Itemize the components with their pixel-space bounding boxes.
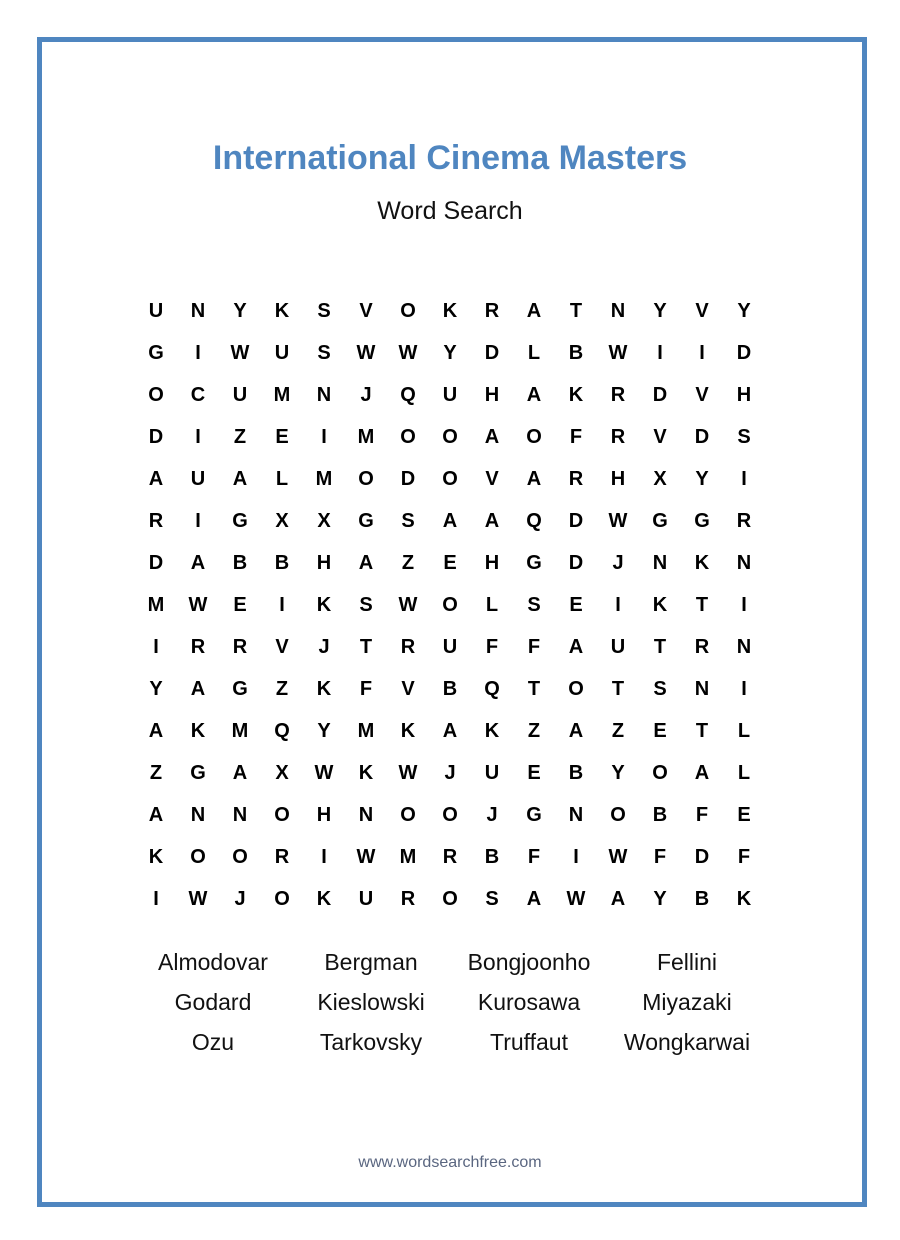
grid-cell: N — [190, 299, 206, 322]
grid-cell: L — [275, 467, 289, 490]
grid-cell: F — [485, 635, 499, 658]
grid-cell: Q — [274, 719, 290, 742]
grid-cell: R — [610, 425, 626, 448]
grid-cell: R — [400, 887, 416, 910]
grid-cell: T — [569, 299, 583, 322]
grid-cell: R — [148, 509, 164, 532]
grid-cell: S — [359, 593, 373, 616]
grid-cell: U — [148, 299, 164, 322]
grid-cell: N — [316, 383, 332, 406]
grid-cell: V — [695, 383, 709, 406]
grid-cell: N — [232, 803, 248, 826]
grid-cell: F — [527, 845, 541, 868]
grid-cell: W — [608, 845, 628, 868]
grid-cell: M — [231, 719, 249, 742]
grid-cell: A — [484, 509, 500, 532]
grid-cell: D — [148, 425, 164, 448]
grid-cell: K — [148, 845, 164, 868]
grid-cell: D — [148, 551, 164, 574]
grid-cell: E — [527, 761, 541, 784]
grid-cell: O — [442, 467, 458, 490]
grid-cell: W — [188, 593, 208, 616]
grid-cell: N — [568, 803, 584, 826]
word-list-item: Truffaut — [490, 1029, 568, 1055]
grid-cell: M — [315, 467, 333, 490]
grid-cell: W — [356, 341, 376, 364]
grid-cell: R — [442, 845, 458, 868]
grid-cell: O — [442, 593, 458, 616]
grid-cell: O — [148, 383, 164, 406]
grid-cell: J — [234, 887, 246, 910]
grid-cell: Z — [275, 677, 289, 700]
grid-cell: A — [148, 719, 164, 742]
grid-cell: G — [526, 551, 542, 574]
grid-cell: S — [527, 593, 541, 616]
letter-grid — [135, 290, 765, 920]
grid-cell: W — [398, 593, 418, 616]
grid-cell: H — [316, 803, 332, 826]
grid-cell: R — [568, 467, 584, 490]
grid-cell: I — [573, 845, 579, 868]
grid-cell: G — [652, 509, 668, 532]
grid-cell: F — [359, 677, 373, 700]
grid-cell: U — [358, 887, 374, 910]
grid-cell: V — [485, 467, 499, 490]
grid-cell: K — [316, 887, 332, 910]
grid-cell: O — [274, 887, 290, 910]
grid-cell: U — [442, 635, 458, 658]
grid-cell: Z — [527, 719, 541, 742]
grid-cell: A — [610, 887, 626, 910]
grid-cell: U — [484, 761, 500, 784]
grid-cell: S — [401, 509, 415, 532]
grid-cell: A — [526, 887, 542, 910]
grid-cell: A — [442, 509, 458, 532]
grid-cell: U — [610, 635, 626, 658]
grid-cell: O — [526, 425, 542, 448]
grid-cell: Q — [484, 677, 500, 700]
grid-cell: U — [190, 467, 206, 490]
grid-cell: W — [398, 341, 418, 364]
word-list-item: Wongkarwai — [623, 1029, 751, 1055]
grid-cell: H — [484, 383, 500, 406]
grid-cell: I — [657, 341, 663, 364]
grid-cell: N — [610, 299, 626, 322]
grid-cell: A — [190, 677, 206, 700]
grid-cell: D — [694, 845, 710, 868]
grid-cell: O — [442, 803, 458, 826]
grid-cell: Y — [611, 761, 625, 784]
grid-cell: H — [736, 383, 752, 406]
grid-cell: R — [736, 509, 752, 532]
grid-cell: Z — [233, 425, 247, 448]
grid-cell: A — [148, 803, 164, 826]
word-list-item: Kurosawa — [477, 989, 581, 1015]
grid-cell: K — [694, 551, 710, 574]
grid-cell: E — [569, 593, 583, 616]
grid-cell: B — [232, 551, 248, 574]
grid-cell: Q — [526, 509, 542, 532]
grid-cell: E — [275, 425, 289, 448]
grid-cell: S — [317, 299, 331, 322]
grid-cell: S — [737, 425, 751, 448]
grid-cell: W — [188, 887, 208, 910]
grid-cell: W — [608, 509, 628, 532]
grid-cell: O — [358, 467, 374, 490]
grid-cell: K — [442, 299, 458, 322]
grid-cell: L — [485, 593, 499, 616]
word-list-item: Bergman — [324, 949, 418, 975]
grid-cell: H — [610, 467, 626, 490]
grid-cell: J — [486, 803, 498, 826]
grid-cell: F — [527, 635, 541, 658]
grid-cell: Z — [401, 551, 415, 574]
grid-cell: G — [526, 803, 542, 826]
grid-cell: B — [442, 677, 458, 700]
grid-cell: O — [400, 425, 416, 448]
grid-cell: O — [190, 845, 206, 868]
grid-cell: R — [610, 383, 626, 406]
grid-cell: L — [527, 341, 541, 364]
grid-cell: D — [484, 341, 500, 364]
grid-cell: A — [148, 467, 164, 490]
grid-cell: K — [274, 299, 290, 322]
grid-cell: O — [568, 677, 584, 700]
grid-cell: Z — [611, 719, 625, 742]
grid-cell: Y — [653, 299, 667, 322]
grid-cell: K — [358, 761, 374, 784]
grid-cell: O — [232, 845, 248, 868]
word-list-item: Fellini — [656, 949, 718, 975]
grid-cell: B — [568, 341, 584, 364]
grid-cell: R — [274, 845, 290, 868]
word-list-item: Bongjoonho — [467, 949, 591, 975]
grid-cell: C — [190, 383, 206, 406]
grid-cell: V — [275, 635, 289, 658]
word-list-item: Miyazaki — [642, 989, 732, 1015]
grid-cell: J — [444, 761, 456, 784]
grid-cell: M — [273, 383, 291, 406]
grid-cell: G — [232, 509, 248, 532]
grid-cell: O — [442, 425, 458, 448]
grid-cell: N — [190, 803, 206, 826]
grid-cell: A — [526, 467, 542, 490]
grid-cell: V — [401, 677, 415, 700]
grid-cell: N — [736, 551, 752, 574]
grid-cell: D — [400, 467, 416, 490]
grid-cell: W — [398, 761, 418, 784]
grid-cell: I — [153, 635, 159, 658]
grid-cell: D — [652, 383, 668, 406]
grid-cell: L — [737, 719, 751, 742]
grid-cell: R — [400, 635, 416, 658]
grid-cell: W — [230, 341, 250, 364]
grid-cell: Y — [737, 299, 751, 322]
grid-cell: F — [695, 803, 709, 826]
grid-cell: G — [190, 761, 206, 784]
grid-cell: V — [359, 299, 373, 322]
grid-cell: I — [321, 425, 327, 448]
grid-cell: Q — [400, 383, 416, 406]
grid-cell: D — [736, 341, 752, 364]
grid-cell: S — [653, 677, 667, 700]
word-list-item: Almodovar — [158, 949, 268, 975]
footer-url: www.wordsearchfree.com — [358, 1154, 542, 1171]
grid-cell: B — [274, 551, 290, 574]
grid-cell: W — [314, 761, 334, 784]
grid-cell: N — [652, 551, 668, 574]
grid-cell: K — [736, 887, 752, 910]
grid-cell: A — [568, 719, 584, 742]
grid-cell: T — [695, 593, 709, 616]
grid-cell: F — [653, 845, 667, 868]
grid-cell: I — [741, 677, 747, 700]
grid-cell: K — [652, 593, 668, 616]
grid-cell: D — [568, 551, 584, 574]
grid-cell: A — [442, 719, 458, 742]
grid-cell: M — [357, 425, 375, 448]
word-list-item: Ozu — [191, 1029, 235, 1055]
page-title: International Cinema Masters — [212, 139, 688, 177]
grid-cell: V — [653, 425, 667, 448]
grid-cell: S — [317, 341, 331, 364]
grid-cell: Z — [149, 761, 163, 784]
grid-cell: G — [148, 341, 164, 364]
grid-cell: G — [694, 509, 710, 532]
grid-cell: I — [279, 593, 285, 616]
grid-cell: M — [147, 593, 165, 616]
grid-cell: A — [484, 425, 500, 448]
grid-cell: N — [358, 803, 374, 826]
grid-cell: K — [484, 719, 500, 742]
grid-cell: B — [568, 761, 584, 784]
grid-cell: T — [527, 677, 541, 700]
grid-cell: W — [566, 887, 586, 910]
grid-cell: W — [608, 341, 628, 364]
grid-cell: B — [694, 887, 710, 910]
grid-cell: A — [232, 761, 248, 784]
grid-cell: U — [232, 383, 248, 406]
grid-cell: I — [615, 593, 621, 616]
grid-cell: Y — [317, 719, 331, 742]
grid-cell: W — [356, 845, 376, 868]
grid-cell: M — [399, 845, 417, 868]
grid-cell: T — [359, 635, 373, 658]
grid-cell: E — [233, 593, 247, 616]
grid-cell: O — [400, 299, 416, 322]
grid-cell: O — [274, 803, 290, 826]
grid-cell: F — [737, 845, 751, 868]
grid-cell: Y — [149, 677, 163, 700]
grid-cell: J — [360, 383, 372, 406]
grid-cell: B — [652, 803, 668, 826]
grid-cell: B — [484, 845, 500, 868]
grid-cell: U — [442, 383, 458, 406]
grid-cell: O — [652, 761, 668, 784]
grid-cell: K — [568, 383, 584, 406]
grid-cell: A — [526, 383, 542, 406]
grid-cell: K — [400, 719, 416, 742]
grid-cell: Y — [695, 467, 709, 490]
grid-cell: H — [484, 551, 500, 574]
grid-cell: K — [190, 719, 206, 742]
grid-cell: I — [153, 887, 159, 910]
grid-cell: T — [653, 635, 667, 658]
page-subtitle: Word Search — [377, 197, 523, 225]
grid-cell: R — [694, 635, 710, 658]
grid-cell: O — [442, 887, 458, 910]
grid-cell: R — [190, 635, 206, 658]
grid-cell: Y — [233, 299, 247, 322]
grid-cell: I — [741, 467, 747, 490]
grid-cell: X — [317, 509, 331, 532]
grid-cell: I — [699, 341, 705, 364]
grid-cell: O — [400, 803, 416, 826]
grid-cell: J — [318, 635, 330, 658]
grid-cell: I — [195, 425, 201, 448]
grid-cell: X — [275, 761, 289, 784]
grid-cell: R — [232, 635, 248, 658]
grid-cell: N — [694, 677, 710, 700]
grid-cell: F — [569, 425, 583, 448]
grid-cell: I — [195, 341, 201, 364]
grid-cell: L — [737, 761, 751, 784]
word-list-item: Kieslowski — [317, 989, 425, 1015]
grid-cell: I — [741, 593, 747, 616]
grid-cell: U — [274, 341, 290, 364]
grid-cell: X — [653, 467, 667, 490]
grid-cell: V — [695, 299, 709, 322]
grid-cell: G — [358, 509, 374, 532]
grid-cell: E — [653, 719, 667, 742]
grid-cell: A — [190, 551, 206, 574]
grid-cell: I — [195, 509, 201, 532]
grid-cell: K — [316, 593, 332, 616]
word-list-item: Godard — [174, 989, 252, 1015]
word-list — [134, 942, 766, 1062]
grid-cell: D — [694, 425, 710, 448]
grid-cell: Y — [443, 341, 457, 364]
grid-cell: R — [484, 299, 500, 322]
grid-cell: A — [568, 635, 584, 658]
grid-cell: E — [443, 551, 457, 574]
grid-cell: H — [316, 551, 332, 574]
grid-cell: O — [610, 803, 626, 826]
grid-cell: A — [358, 551, 374, 574]
grid-cell: T — [695, 719, 709, 742]
grid-cell: D — [568, 509, 584, 532]
grid-cell: K — [316, 677, 332, 700]
grid-cell: A — [694, 761, 710, 784]
grid-cell: M — [357, 719, 375, 742]
grid-cell: Y — [653, 887, 667, 910]
grid-cell: X — [275, 509, 289, 532]
grid-cell: E — [737, 803, 751, 826]
grid-cell: J — [612, 551, 624, 574]
word-list-item: Tarkovsky — [319, 1029, 423, 1055]
grid-cell: A — [526, 299, 542, 322]
grid-cell: G — [232, 677, 248, 700]
grid-cell: N — [736, 635, 752, 658]
grid-cell: I — [321, 845, 327, 868]
grid-cell: T — [611, 677, 625, 700]
grid-cell: S — [485, 887, 499, 910]
grid-cell: A — [232, 467, 248, 490]
